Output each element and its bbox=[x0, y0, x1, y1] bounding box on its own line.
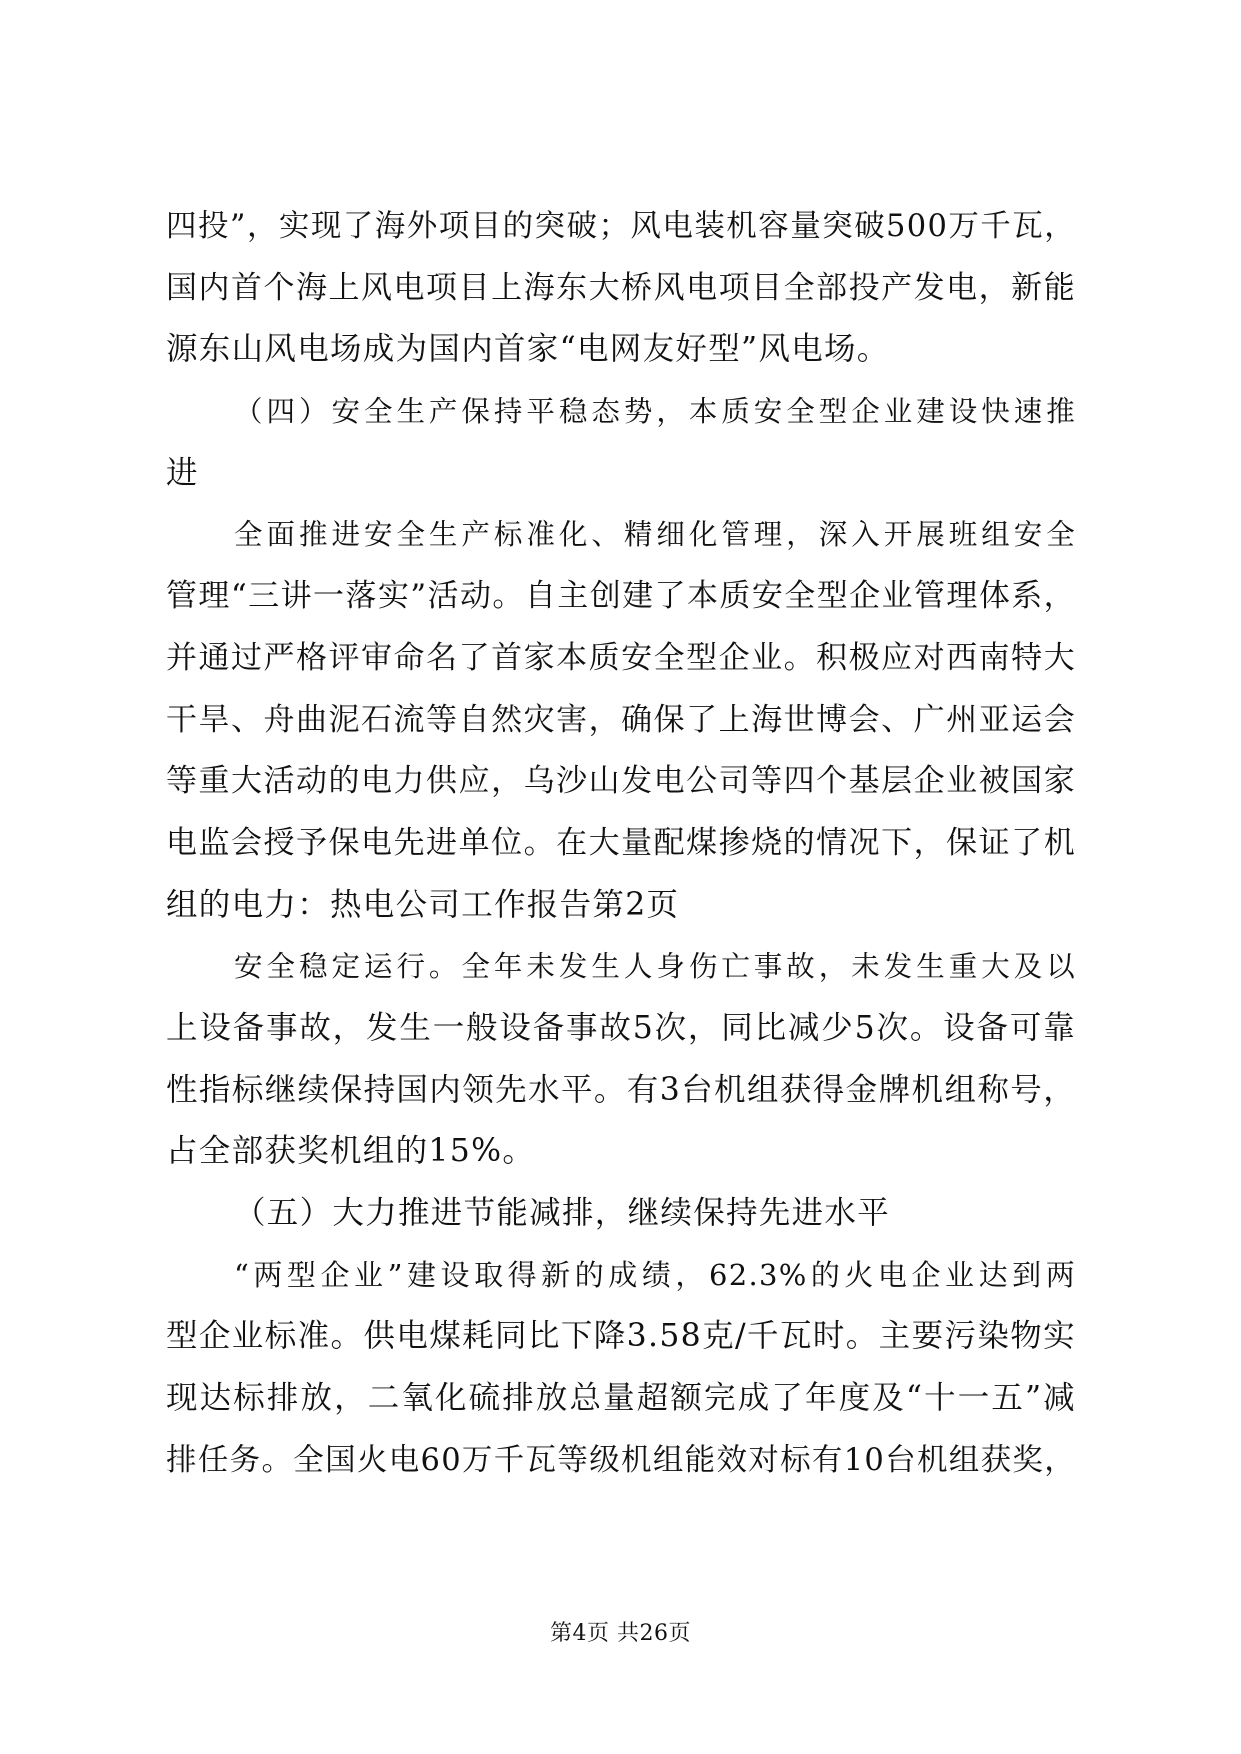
page-number: 第4页 共26页 bbox=[550, 1621, 691, 1646]
text-line: 国内首个海上风电项目上海东大桥风电项目全部投产发电，新能 bbox=[166, 269, 1076, 306]
text-line: 型企业标准。供电煤耗同比下降3.58克/千瓦时。主要污染物实 bbox=[166, 1318, 1076, 1355]
text-line: 全面推进安全生产标准化、精细化管理，深入开展班组安全 bbox=[234, 518, 1076, 552]
text-line: 管理“三讲一落实”活动。自主创建了本质安全型企业管理体系， bbox=[166, 578, 1076, 615]
text-line: “两型企业”建设取得新的成绩，62.3%的火电企业达到两 bbox=[234, 1257, 1076, 1292]
section-heading-line: （四）安全生产保持平稳态势，本质安全型企业建设快速推 bbox=[234, 395, 1076, 429]
text-line: 组的电力：热电公司工作报告第2页 bbox=[166, 886, 680, 923]
text-line: 安全稳定运行。全年未发生人身伤亡事故，未发生重大及以 bbox=[234, 950, 1076, 984]
document-body bbox=[166, 196, 1076, 1491]
text-line: 并通过严格评审命名了首家本质安全型企业。积极应对西南特大 bbox=[166, 639, 1076, 676]
text-line: 源东山风电场成为国内首家“电网友好型”风电场。 bbox=[166, 331, 890, 368]
text-line: 上设备事故，发生一般设备事故5次，同比减少5次。设备可靠 bbox=[166, 1009, 1076, 1046]
section-heading-line: 进 bbox=[166, 454, 199, 491]
text-line: 干旱、舟曲泥石流等自然灾害，确保了上海世博会、广州亚运会 bbox=[166, 701, 1076, 738]
section-heading-line: （五）大力推进节能减排，继续保持先进水平 bbox=[234, 1195, 891, 1231]
text-line: 排任务。全国火电60万千瓦等级机组能效对标有10台机组获奖， bbox=[166, 1442, 1076, 1478]
text-line: 性指标继续保持国内领先水平。有3台机组获得金牌机组称号， bbox=[166, 1071, 1076, 1108]
text-line: 电监会授予保电先进单位。在大量配煤掺烧的情况下，保证了机 bbox=[166, 824, 1076, 861]
text-line: 四投”，实现了海外项目的突破；风电装机容量突破500万千瓦， bbox=[166, 209, 1076, 244]
text-line: 等重大活动的电力供应，乌沙山发电公司等四个基层企业被国家 bbox=[166, 763, 1076, 800]
page-footer bbox=[0, 1616, 1241, 1647]
text-line: 占全部获奖机组的15%。 bbox=[166, 1133, 536, 1170]
text-line: 现达标排放，二氧化硫排放总量超额完成了年度及“十一五”减 bbox=[166, 1380, 1076, 1417]
